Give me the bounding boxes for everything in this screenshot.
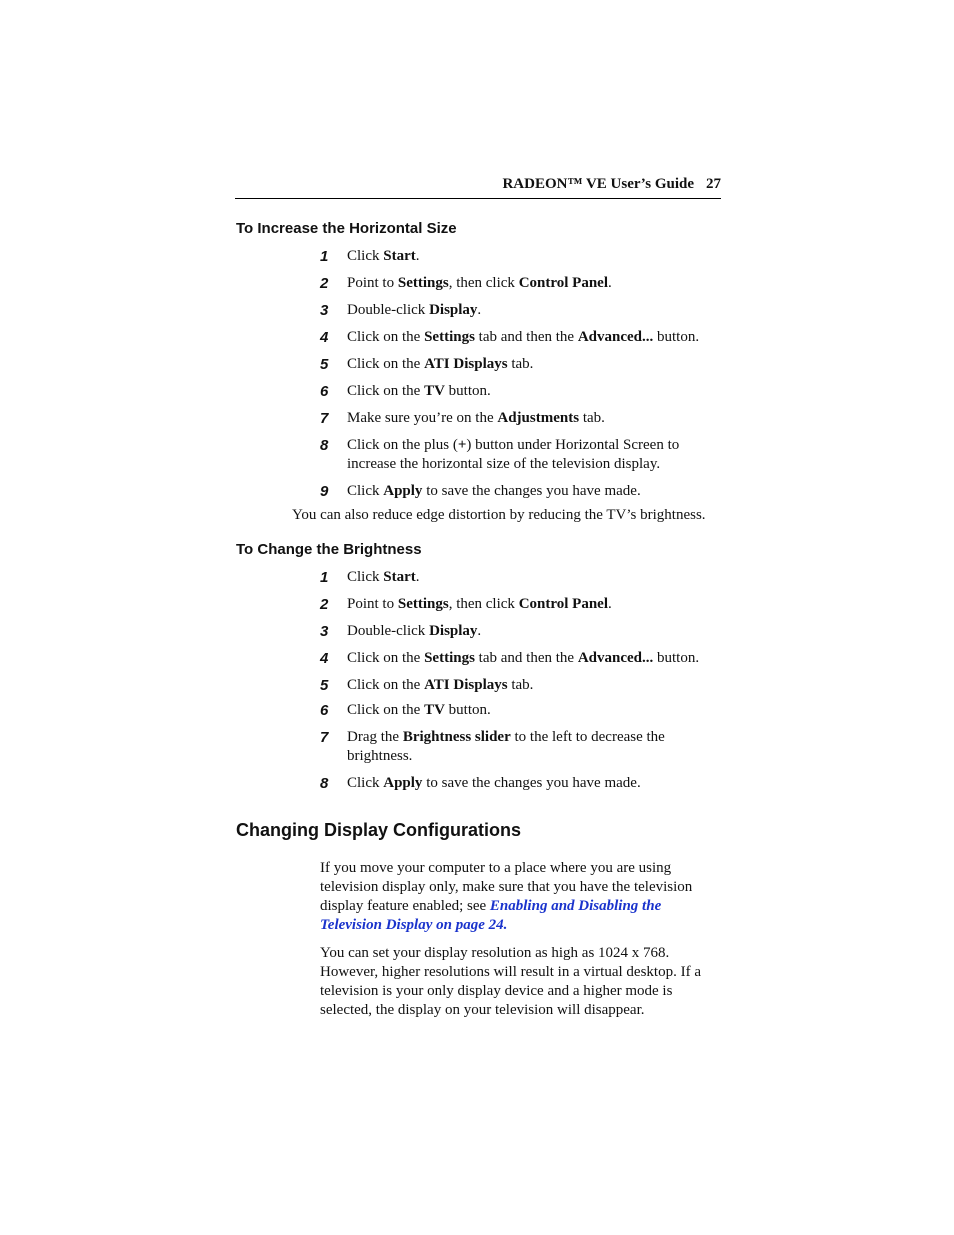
step-emphasis: Display <box>429 302 478 318</box>
step-number: 7 <box>320 729 329 746</box>
section-heading-horizontal-size: To Increase the Horizontal Size <box>236 220 457 237</box>
step-text-run: . <box>608 596 612 612</box>
list-item <box>318 676 728 695</box>
step-text <box>347 650 699 666</box>
step-text-run: Click on the <box>347 650 425 666</box>
list-item <box>318 328 728 347</box>
step-text <box>347 437 679 472</box>
brightness-note: You can also reduce edge distortion by reducing the TV’s brightness. <box>292 507 706 523</box>
page-number: 27 <box>706 176 721 192</box>
step-text-run: , then click <box>448 275 519 291</box>
list-item <box>318 355 728 374</box>
step-text-run: Click <box>347 483 384 499</box>
list-item <box>318 301 728 320</box>
step-text-run: button. <box>653 329 700 345</box>
list-item <box>318 728 728 766</box>
step-text-run: Make sure you’re on the <box>347 410 498 426</box>
step-text-run: , then click <box>448 596 519 612</box>
step-text-run: . <box>415 248 420 264</box>
step-text <box>347 623 481 639</box>
step-text-run: to the left to decrease the brightness. <box>347 729 665 764</box>
step-number: 7 <box>320 410 329 427</box>
step-number: 3 <box>320 302 329 319</box>
step-text-run: Point to <box>347 275 398 291</box>
step-emphasis: TV <box>424 702 445 718</box>
step-text-run: Drag the <box>347 729 403 745</box>
step-emphasis: Display <box>429 623 478 639</box>
step-text-run: tab. <box>579 410 605 426</box>
step-emphasis: TV <box>424 383 445 399</box>
step-text <box>347 729 665 764</box>
step-number: 6 <box>320 383 329 400</box>
step-number: 5 <box>320 356 329 373</box>
step-emphasis: Start <box>383 248 416 264</box>
running-header <box>235 176 721 199</box>
step-number: 2 <box>320 275 329 292</box>
step-text <box>347 775 641 791</box>
step-number: 2 <box>320 596 329 613</box>
step-emphasis: ATI Displays <box>424 677 508 693</box>
step-text-run: Click on the <box>347 702 425 718</box>
list-item <box>318 622 728 641</box>
list-item <box>318 568 728 587</box>
step-text-run: Double-click <box>347 623 430 639</box>
step-text <box>347 383 491 399</box>
list-item <box>318 701 728 720</box>
section-heading-brightness: To Change the Brightness <box>236 541 422 558</box>
step-text <box>347 596 612 612</box>
cross-reference-link[interactable]: Enabling and Disabling the Television Display on page 24. <box>320 898 662 933</box>
step-number: 9 <box>320 483 329 500</box>
step-text-run: Click on the <box>347 677 425 693</box>
step-text <box>347 329 699 345</box>
header-title: RADEON™ VE User’s Guide <box>502 176 694 192</box>
paragraph-television-only <box>320 859 720 935</box>
step-emphasis: Settings <box>424 329 475 345</box>
step-number: 5 <box>320 677 329 694</box>
step-text-run: Click on the <box>347 383 425 399</box>
step-text <box>347 483 641 499</box>
list-item <box>318 382 728 401</box>
step-text-run: . <box>415 569 420 585</box>
list-item <box>318 247 728 266</box>
step-text-run: Click on the <box>347 329 425 345</box>
step-text <box>347 302 481 318</box>
step-number: 1 <box>320 569 329 586</box>
step-number: 6 <box>320 702 329 719</box>
paragraph-text: If you move your computer to a place where you are using television display only, make sure that you have the television display feature enabled; see <box>320 860 693 914</box>
step-text-run: to save the changes you have made. <box>422 775 641 791</box>
step-emphasis: Settings <box>397 596 449 612</box>
steps-brightness <box>318 568 728 793</box>
step-text-run: button. <box>444 383 491 399</box>
step-number: 8 <box>320 775 329 792</box>
step-number: 3 <box>320 623 329 640</box>
section-heading-display-configurations: Changing Display Configurations <box>236 820 522 840</box>
list-item <box>318 774 728 793</box>
step-emphasis: Control Panel <box>518 596 608 612</box>
step-text-run: button. <box>653 650 700 666</box>
step-number: 8 <box>320 437 329 454</box>
list-item <box>318 595 728 614</box>
step-text-run: Click on the <box>347 356 425 372</box>
step-text-run: tab. <box>507 677 534 693</box>
step-text-run: tab and then the <box>474 650 578 666</box>
step-emphasis: ATI Displays <box>424 356 508 372</box>
step-emphasis: Control Panel <box>518 275 608 291</box>
step-text-run: Click <box>347 569 384 585</box>
step-text <box>347 275 612 291</box>
step-text <box>347 569 420 585</box>
step-emphasis: Apply <box>383 775 423 791</box>
step-text-run: Click <box>347 775 384 791</box>
step-text-run: . <box>477 302 482 318</box>
step-text <box>347 356 533 372</box>
step-number: 1 <box>320 248 329 265</box>
step-text <box>347 677 533 693</box>
list-item <box>318 649 728 668</box>
step-text-run: Click <box>347 248 384 264</box>
step-emphasis: Advanced... <box>577 650 654 666</box>
steps-horizontal-size <box>318 247 728 501</box>
step-emphasis: Settings <box>397 275 449 291</box>
step-number: 4 <box>320 650 329 667</box>
step-emphasis: Apply <box>383 483 423 499</box>
step-text-run: to save the changes you have made. <box>422 483 641 499</box>
step-text-run: tab and then the <box>474 329 578 345</box>
step-text-run: . <box>608 275 612 291</box>
list-item <box>318 482 728 501</box>
step-text-run: Double-click <box>347 302 430 318</box>
step-text <box>347 248 420 264</box>
step-text-run: tab. <box>507 356 534 372</box>
list-item <box>318 436 728 474</box>
list-item <box>318 409 728 428</box>
step-emphasis: Brightness slider <box>402 729 511 745</box>
step-text-run: Click on the plus ( <box>347 437 458 453</box>
step-emphasis: Advanced... <box>577 329 654 345</box>
step-emphasis: Start <box>383 569 416 585</box>
step-number: 4 <box>320 329 329 346</box>
step-text-run: ) button under Horizontal Screen to increase the horizontal size of the television display. <box>347 437 680 472</box>
step-text-run: Point to <box>347 596 398 612</box>
step-emphasis: + <box>457 437 467 453</box>
step-text-run: . <box>477 623 482 639</box>
paragraph-resolution: You can set your display resolution as high as 1024 x 768. However, higher resolutions will result in a virtual desktop. If a television is your only display device and a higher mode is selected, the display on your television will disappear. <box>320 945 701 1018</box>
step-emphasis: Adjustments <box>497 410 580 426</box>
step-text <box>347 702 491 718</box>
step-text-run: button. <box>444 702 491 718</box>
step-text <box>347 410 605 426</box>
list-item <box>318 274 728 293</box>
step-emphasis: Settings <box>424 650 475 666</box>
